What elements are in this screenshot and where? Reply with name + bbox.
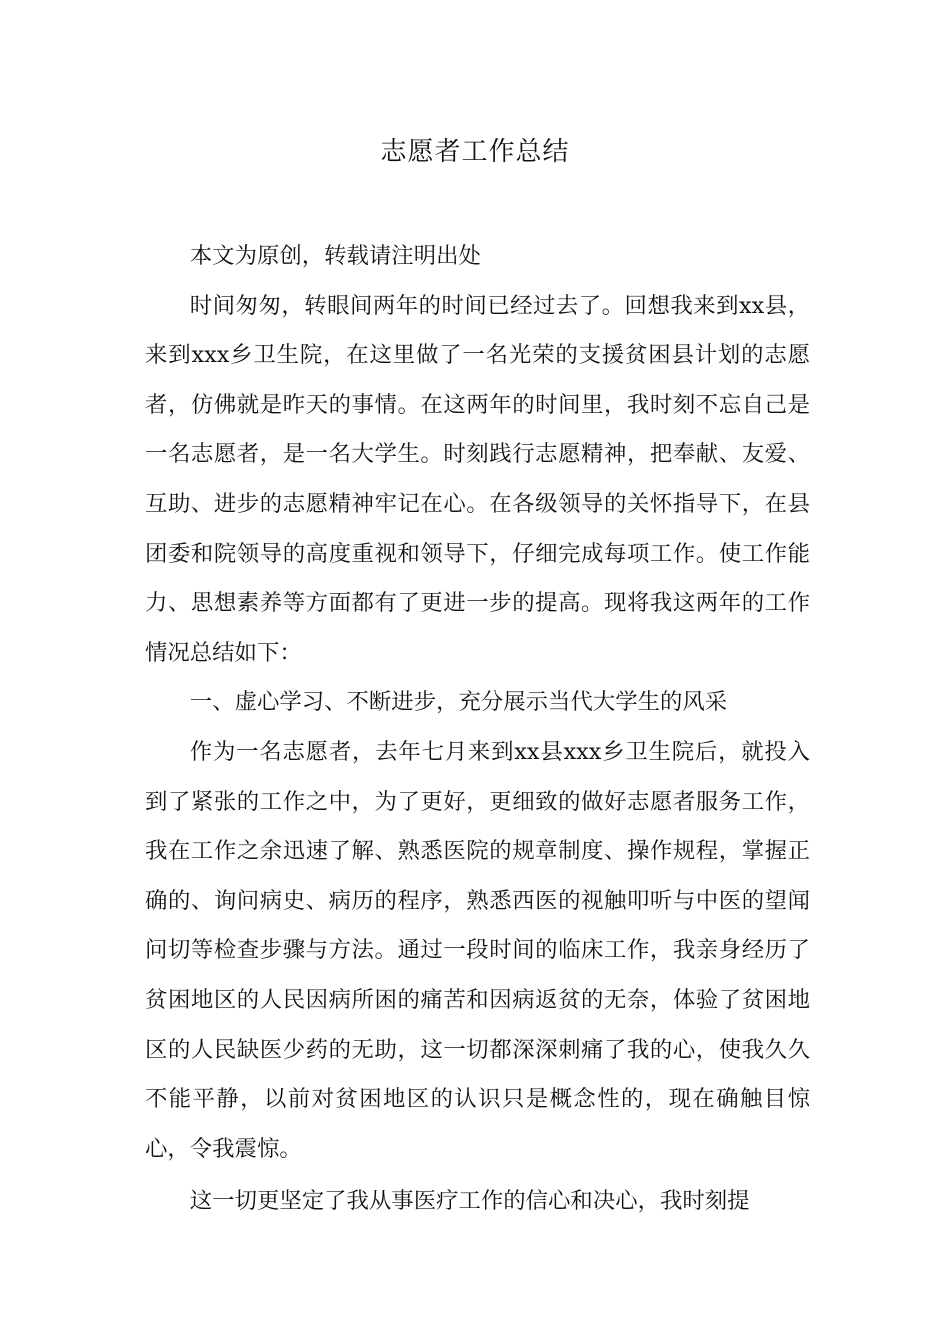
paragraph-continued: 这一切更坚定了我从事医疗工作的信心和决心，我时刻提 (189, 1188, 750, 1215)
paragraph-intro: 时间匆匆，转眼间两年的时间已经过去了。回想我来到xx县，来到xxx乡卫生院，在这里做了一名光荣的支援贫困县计划的志愿者，仿佛就是昨天的事情。在这两年的时间里，我时刻不忘自己是一名志愿者，是一名大学生。时刻践行志愿精神，把奉献、友爱、互助、进步的志愿精神牢记在心。在各级领导的关怀指导下，在县团委和院领导的高度重视和领导下，仔细完成每项工作。使工作能力、思想素养等方面都有了更进一步的提高。现将我这两年的工作情况总结如下： (145, 292, 810, 666)
document-title: 志愿者工作总结 (380, 137, 570, 167)
paragraph-section-1: 作为一名志愿者，去年七月来到xx县xxx乡卫生院后，就投入到了紧张的工作之中，为了更好，更细致的做好志愿者服务工作，我在工作之余迅速了解、熟悉医院的规章制度、操作规程，掌握正确的、询问病史、病历的程序，熟悉西医的视触叩听与中医的望闻问切等检查步骤与方法。通过一段时间的临床工作，我亲身经历了贫困地区的人民因病所困的痛苦和因病返贫的无奈，体验了贫困地区的人民缺医少药的无助，这一切都深深刺痛了我的心，使我久久不能平静，以前对贫困地区的认识只是概念性的，现在确触目惊心，令我震惊。 (145, 738, 810, 1162)
paragraph-note: 本文为原创，转载请注明出处 (189, 243, 481, 269)
section-heading-1: 一、虚心学习、不断进步，充分展示当代大学生的风采 (189, 689, 728, 716)
document-body (145, 232, 810, 1227)
